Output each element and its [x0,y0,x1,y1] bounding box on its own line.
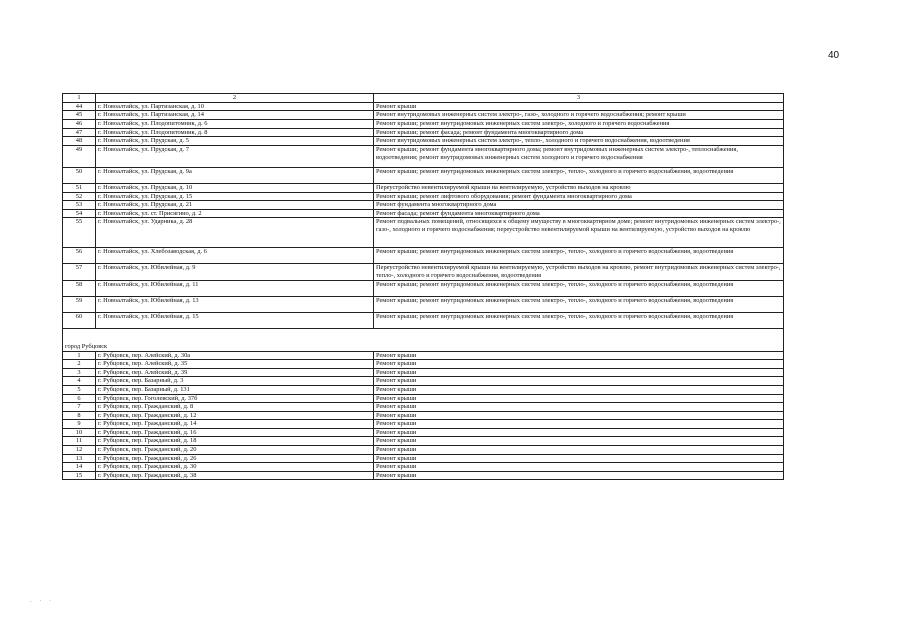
row-address: г. Рубцовск, пер. Гражданский, д. 26 [96,454,374,463]
row-number: 55 [63,218,96,248]
page-number: 40 [828,50,840,61]
table-row [63,471,784,480]
table-row [63,209,784,218]
row-address: г. Новоалтайск, ул. Прудская, д. 7 [96,145,374,167]
row-number: 15 [63,471,96,480]
row-address: г. Новоалтайск, ул. Хлебозаводская, д. 6 [96,248,374,264]
header-col-address: 2 [96,94,374,103]
table-row [63,296,784,312]
row-address: г. Рубцовск, пер. Гражданский, д. 30 [96,463,374,472]
row-address: г. Новоалтайск, ул. Юбилейная, д. 15 [96,312,374,328]
table-row [63,137,784,146]
table-row [63,128,784,137]
row-number: 46 [63,119,96,128]
row-works: Ремонт крыши [374,368,784,377]
section-title: город Рубцовск [63,328,784,351]
table-row [63,446,784,455]
repair-program-table [62,93,784,480]
row-number: 7 [63,403,96,412]
table-row [63,385,784,394]
row-number: 8 [63,411,96,420]
row-works: Переустройство невентилируемой крыши на вентилируемую, устройство выходов на кровлю [374,183,784,192]
table-row [63,102,784,111]
table-row [63,201,784,210]
row-works: Ремонт внутридомовых инженерных систем электро-, тепло-, холодного и горячего водоснабжения, водоотведения [374,137,784,146]
row-number: 59 [63,296,96,312]
row-works: Переустройство невентилируемой крыши на вентилируемую, устройство выходов на кровлю, ремонт внутридомовых инженерных систем электро-, тепло-, холодного и горячего водоснабжения, водоотведения [374,264,784,280]
row-address: г. Рубцовск, пер. Гражданский, д. 18 [96,437,374,446]
row-number: 10 [63,428,96,437]
row-address: г. Рубцовск, пер. Алейский, д. 39 [96,368,374,377]
table-row [63,264,784,280]
row-number: 51 [63,183,96,192]
table-row [63,312,784,328]
table-row [63,248,784,264]
table-row [63,119,784,128]
row-number: 1 [63,351,96,360]
row-works: Ремонт крыши [374,437,784,446]
table-row [63,437,784,446]
row-works: Ремонт крыши [374,411,784,420]
row-works: Ремонт крыши [374,420,784,429]
table-row [63,351,784,360]
row-works: Ремонт подвальных помещений, относящихся к общему имуществу в многоквартирном доме; ремонт внутридомовых инженерных систем электро-, газо-, холодного и горячего водоснабжения; переустройство невентилируемой крыши на вентилируемую, устройство выходов на кровлю [374,218,784,248]
row-address: г. Новоалтайск, ул. Юбилейная, д. 11 [96,280,374,296]
table-row [63,280,784,296]
row-works: Ремонт крыши [374,454,784,463]
table-row [63,403,784,412]
row-works: Ремонт крыши [374,385,784,394]
row-address: г. Рубцовск, пер. Гражданский, д. 38 [96,471,374,480]
table-row [63,411,784,420]
table-row [63,368,784,377]
row-number: 60 [63,312,96,328]
table-row [63,454,784,463]
row-address: г. Рубцовск, пер. Гражданский, д. 20 [96,446,374,455]
row-number: 2 [63,360,96,369]
row-address: г. Новоалтайск, ул. Партизанская, д. 14 [96,111,374,120]
row-works: Ремонт крыши [374,403,784,412]
row-address: г. Рубцовск, пер. Гражданский, д. 8 [96,403,374,412]
table-row [63,192,784,201]
row-works: Ремонт фундамента многоквартирного дома [374,201,784,210]
row-number: 58 [63,280,96,296]
row-number: 9 [63,420,96,429]
row-address: г. Рубцовск, пер. Гоголевский, д. 37б [96,394,374,403]
table-row [63,218,784,248]
row-address: г. Рубцовск, пер. Гражданский, д. 16 [96,428,374,437]
row-works: Ремонт внутридомовых инженерных систем электро-, газо-, холодного и горячего водоснабжения; ремонт крыши [374,111,784,120]
row-works: Ремонт крыши; ремонт внутридомовых инженерных систем электро-, тепло-, холодного и горячего водоснабжения, водоотведения [374,296,784,312]
row-works: Ремонт крыши; ремонт внутридомовых инженерных систем электро-, тепло-, холодного и горячего водоснабжения, водоотведения [374,248,784,264]
row-number: 3 [63,368,96,377]
row-number: 4 [63,377,96,386]
row-works: Ремонт крыши [374,446,784,455]
scan-marks: . · · [30,598,54,604]
header-col-works: 3 [374,94,784,103]
row-number: 49 [63,145,96,167]
row-works: Ремонт крыши; ремонт внутридомовых инженерных систем электро-, тепло-, холодного и горячего водоснабжения, водоотведения [374,167,784,183]
row-works: Ремонт фасада; ремонт фундамента многоквартирного дома [374,209,784,218]
table-row [63,463,784,472]
row-works: Ремонт крыши [374,428,784,437]
row-works: Ремонт крыши [374,394,784,403]
table-header-row [63,94,784,103]
row-number: 53 [63,201,96,210]
row-number: 57 [63,264,96,280]
row-number: 12 [63,446,96,455]
row-address: г. Новоалтайск, ул. Прудская, д. 9а [96,167,374,183]
row-address: г. Рубцовск, пер. Гражданский, д. 14 [96,420,374,429]
row-number: 45 [63,111,96,120]
row-number: 48 [63,137,96,146]
row-address: г. Новоалтайск, ул. Партизанская, д. 10 [96,102,374,111]
row-address: г. Рубцовск, пер. Алейский, д. 35 [96,360,374,369]
row-works: Ремонт крыши [374,360,784,369]
row-number: 6 [63,394,96,403]
table-row [63,394,784,403]
row-works: Ремонт крыши; ремонт фундамента многоквартирного дома; ремонт внутридомовых инженерных систем электро-, теплоснабжения, водоотведения; ремонт внутридомовых инженерных систем холодного и горячего водоснабжения [374,145,784,167]
row-number: 44 [63,102,96,111]
row-number: 52 [63,192,96,201]
row-address: г. Новоалтайск, ул. Плодопитомник, д. 8 [96,128,374,137]
row-address: г. Новоалтайск, ул. Ударника, д. 28 [96,218,374,248]
row-number: 5 [63,385,96,394]
row-address: г. Новоалтайск, ул. Прудская, д. 15 [96,192,374,201]
table-row [63,360,784,369]
row-works: Ремонт крыши [374,377,784,386]
row-works: Ремонт крыши [374,102,784,111]
row-number: 56 [63,248,96,264]
row-address: г. Новоалтайск, ул. Юбилейная, д. 13 [96,296,374,312]
row-works: Ремонт крыши; ремонт внутридомовых инженерных систем электро-, тепло-, холодного и горячего водоснабжения, водоотведения [374,312,784,328]
row-address: г. Рубцовск, пер. Базарный, д. 131 [96,385,374,394]
row-number: 50 [63,167,96,183]
table-row [63,428,784,437]
table-row [63,377,784,386]
row-number: 14 [63,463,96,472]
row-address: г. Новоалтайск, ул. Прудская, д. 10 [96,183,374,192]
row-number: 54 [63,209,96,218]
row-works: Ремонт крыши; ремонт лифтового оборудования; ремонт фундамента многоквартирного дома [374,192,784,201]
row-number: 11 [63,437,96,446]
row-works: Ремонт крыши [374,351,784,360]
row-address: г. Новоалтайск, ул. Юбилейная, д. 9 [96,264,374,280]
row-address: г. Новоалтайск, ул. Прудская, д. 21 [96,201,374,210]
section-row [63,328,784,351]
row-works: Ремонт крыши [374,463,784,472]
row-address: г. Рубцовск, пер. Гражданский, д. 12 [96,411,374,420]
row-address: г. Новоалтайск, ул. ст. Присягино, д. 2 [96,209,374,218]
row-number: 13 [63,454,96,463]
table-row [63,183,784,192]
row-address: г. Рубцовск, пер. Базарный, д. 3 [96,377,374,386]
table-row [63,420,784,429]
row-works: Ремонт крыши; ремонт внутридомовых инженерных систем электро-, тепло-, холодного и горячего водоснабжения, водоотведения [374,280,784,296]
row-address: г. Новоалтайск, ул. Прудская, д. 5 [96,137,374,146]
table-row [63,167,784,183]
header-col-number: 1 [63,94,96,103]
table-body [63,94,784,480]
table-row [63,145,784,167]
row-works: Ремонт крыши [374,471,784,480]
row-address: г. Рубцовск, пер. Алейский, д. 30а [96,351,374,360]
row-number: 47 [63,128,96,137]
table-row [63,111,784,120]
row-works: Ремонт крыши; ремонт внутридомовых инженерных систем электро-, холодного и горячего водоснабжения [374,119,784,128]
row-address: г. Новоалтайск, ул. Плодопитомник, д. 6 [96,119,374,128]
row-works: Ремонт крыши; ремонт фасада; ремонт фундамента многоквартирного дома [374,128,784,137]
